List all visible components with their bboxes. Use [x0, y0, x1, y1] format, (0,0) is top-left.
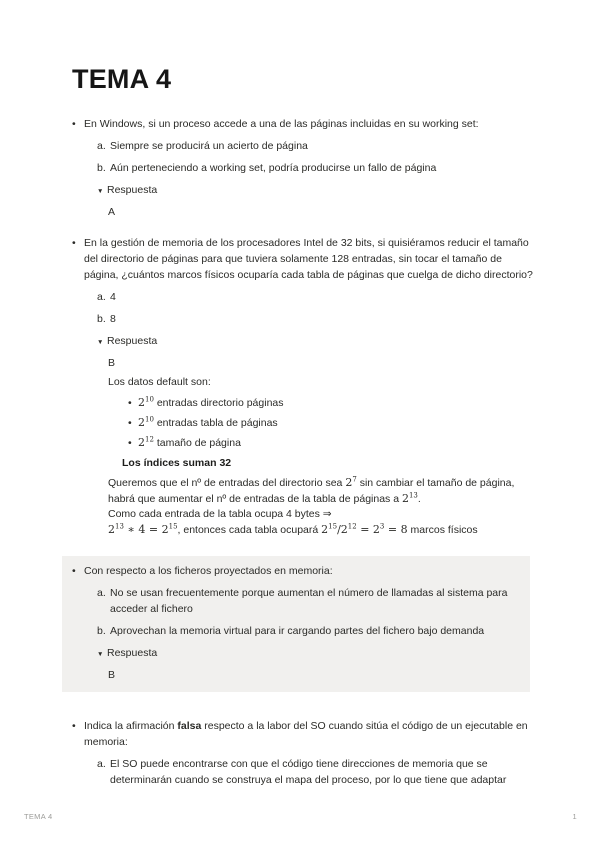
answer-value: A — [108, 206, 116, 218]
option-marker: b. — [97, 313, 106, 325]
question-text: Con respecto a los ficheros proyectados en memoria: — [84, 565, 333, 577]
option-text: 4 — [110, 291, 116, 303]
answer-toggle[interactable] — [72, 333, 537, 351]
bold-note: Los índices suman 32 — [122, 457, 232, 469]
explanation-line: Queremos que el nº de entradas del directorio sea $2^7$ sin cambiar el tamaño de página, — [108, 475, 515, 489]
page-footer — [24, 812, 577, 821]
answer-value: B — [108, 669, 116, 681]
answer-toggle-label: Respuesta — [107, 335, 158, 347]
option-a — [72, 585, 520, 617]
footer-doc-title: TEMA 4 — [24, 812, 53, 821]
answer-intro: Los datos default son: — [108, 376, 211, 388]
explanation-line: $2^{13}$ ∗ $4 = 2^{15}$, entonces cada tabla ocupará $2^{15}/2^{12} = 2^3 = 8$ marcos físicos — [108, 522, 478, 536]
option-text: No se usan frecuentemente porque aumentan el número de llamadas al sistema para acceder al fichero — [110, 587, 508, 615]
option-b — [72, 311, 537, 327]
question-row — [72, 563, 520, 579]
option-b — [72, 623, 520, 639]
answer-toggle-label: Respuesta — [107, 647, 158, 659]
option-text: Siempre se producirá un acierto de página — [110, 140, 308, 152]
default-item — [72, 415, 537, 431]
option-a — [72, 138, 537, 154]
default-item-text: $2^{10}$ entradas directorio páginas — [138, 395, 284, 409]
toggle-triangle-icon: ▼ — [97, 188, 104, 195]
footer-page-number: 1 — [572, 812, 577, 821]
question-4 — [72, 718, 537, 788]
bullet-icon: • — [72, 720, 76, 732]
question-row — [72, 235, 537, 283]
explanation-line: Como cada entrada de la tabla ocupa 4 bytes ⇒ — [108, 508, 332, 520]
option-text: Aún perteneciendo a working set, podría producirse un fallo de página — [110, 162, 437, 174]
bullet-icon: • — [128, 417, 132, 429]
bullet-icon: • — [72, 237, 76, 249]
bullet-icon: • — [72, 565, 76, 577]
question-row — [72, 116, 537, 132]
page-title: TEMA 4 — [72, 64, 172, 94]
option-marker: a. — [97, 587, 106, 599]
option-marker: a. — [97, 291, 106, 303]
option-a — [72, 289, 537, 305]
question-text: Indica la afirmación falsa respecto a la labor del SO cuando sitúa el código de un ejecutable en memoria: — [84, 720, 528, 748]
bullet-icon: • — [72, 118, 76, 130]
option-marker: a. — [97, 140, 106, 152]
option-text: 8 — [110, 313, 116, 325]
highlighted-block — [62, 556, 530, 692]
toggle-triangle-icon: ▼ — [97, 651, 104, 658]
question-1 — [72, 116, 537, 220]
option-marker: b. — [97, 162, 106, 174]
default-item-text: $2^{10}$ entradas tabla de páginas — [138, 415, 278, 429]
toggle-triangle-icon: ▼ — [97, 339, 104, 346]
question-3 — [72, 563, 520, 683]
default-item — [72, 395, 537, 411]
option-text: Aprovechan la memoria virtual para ir cargando partes del fichero bajo demanda — [110, 625, 485, 637]
question-text: En la gestión de memoria de los procesadores Intel de 32 bits, si quisiéramos reducir el tamaño del directorio de páginas para que tuviera solamente 128 entradas, sin tocar el tamaño de página, ¿cuántos marcos físicos ocuparía cada tabla de páginas que cuelga de dicho directorio? — [84, 237, 533, 281]
question-row — [72, 718, 537, 750]
default-item-text: $2^{12}$ tamaño de página — [138, 435, 241, 449]
answer-toggle[interactable] — [72, 182, 537, 200]
option-marker: a. — [97, 758, 106, 770]
option-b — [72, 160, 537, 176]
default-item — [72, 435, 537, 451]
question-text: En Windows, si un proceso accede a una de las páginas incluidas en su working set: — [84, 118, 479, 130]
bullet-icon: • — [128, 437, 132, 449]
option-a — [72, 756, 537, 788]
option-text: El SO puede encontrarse con que el código tiene direcciones de memoria que se determinarán cuando se construya el mapa del proceso, por lo que tiene que adaptar — [110, 758, 507, 786]
bullet-icon: • — [128, 397, 132, 409]
question-2 — [72, 235, 537, 538]
answer-toggle-label: Respuesta — [107, 184, 158, 196]
answer-explanation — [72, 475, 537, 538]
answer-toggle[interactable] — [72, 645, 520, 663]
explanation-line: habrá que aumentar el nº de entradas de la tabla de páginas a $2^{13}$. — [108, 491, 421, 505]
answer-value: B — [108, 357, 116, 369]
option-marker: b. — [97, 625, 106, 637]
